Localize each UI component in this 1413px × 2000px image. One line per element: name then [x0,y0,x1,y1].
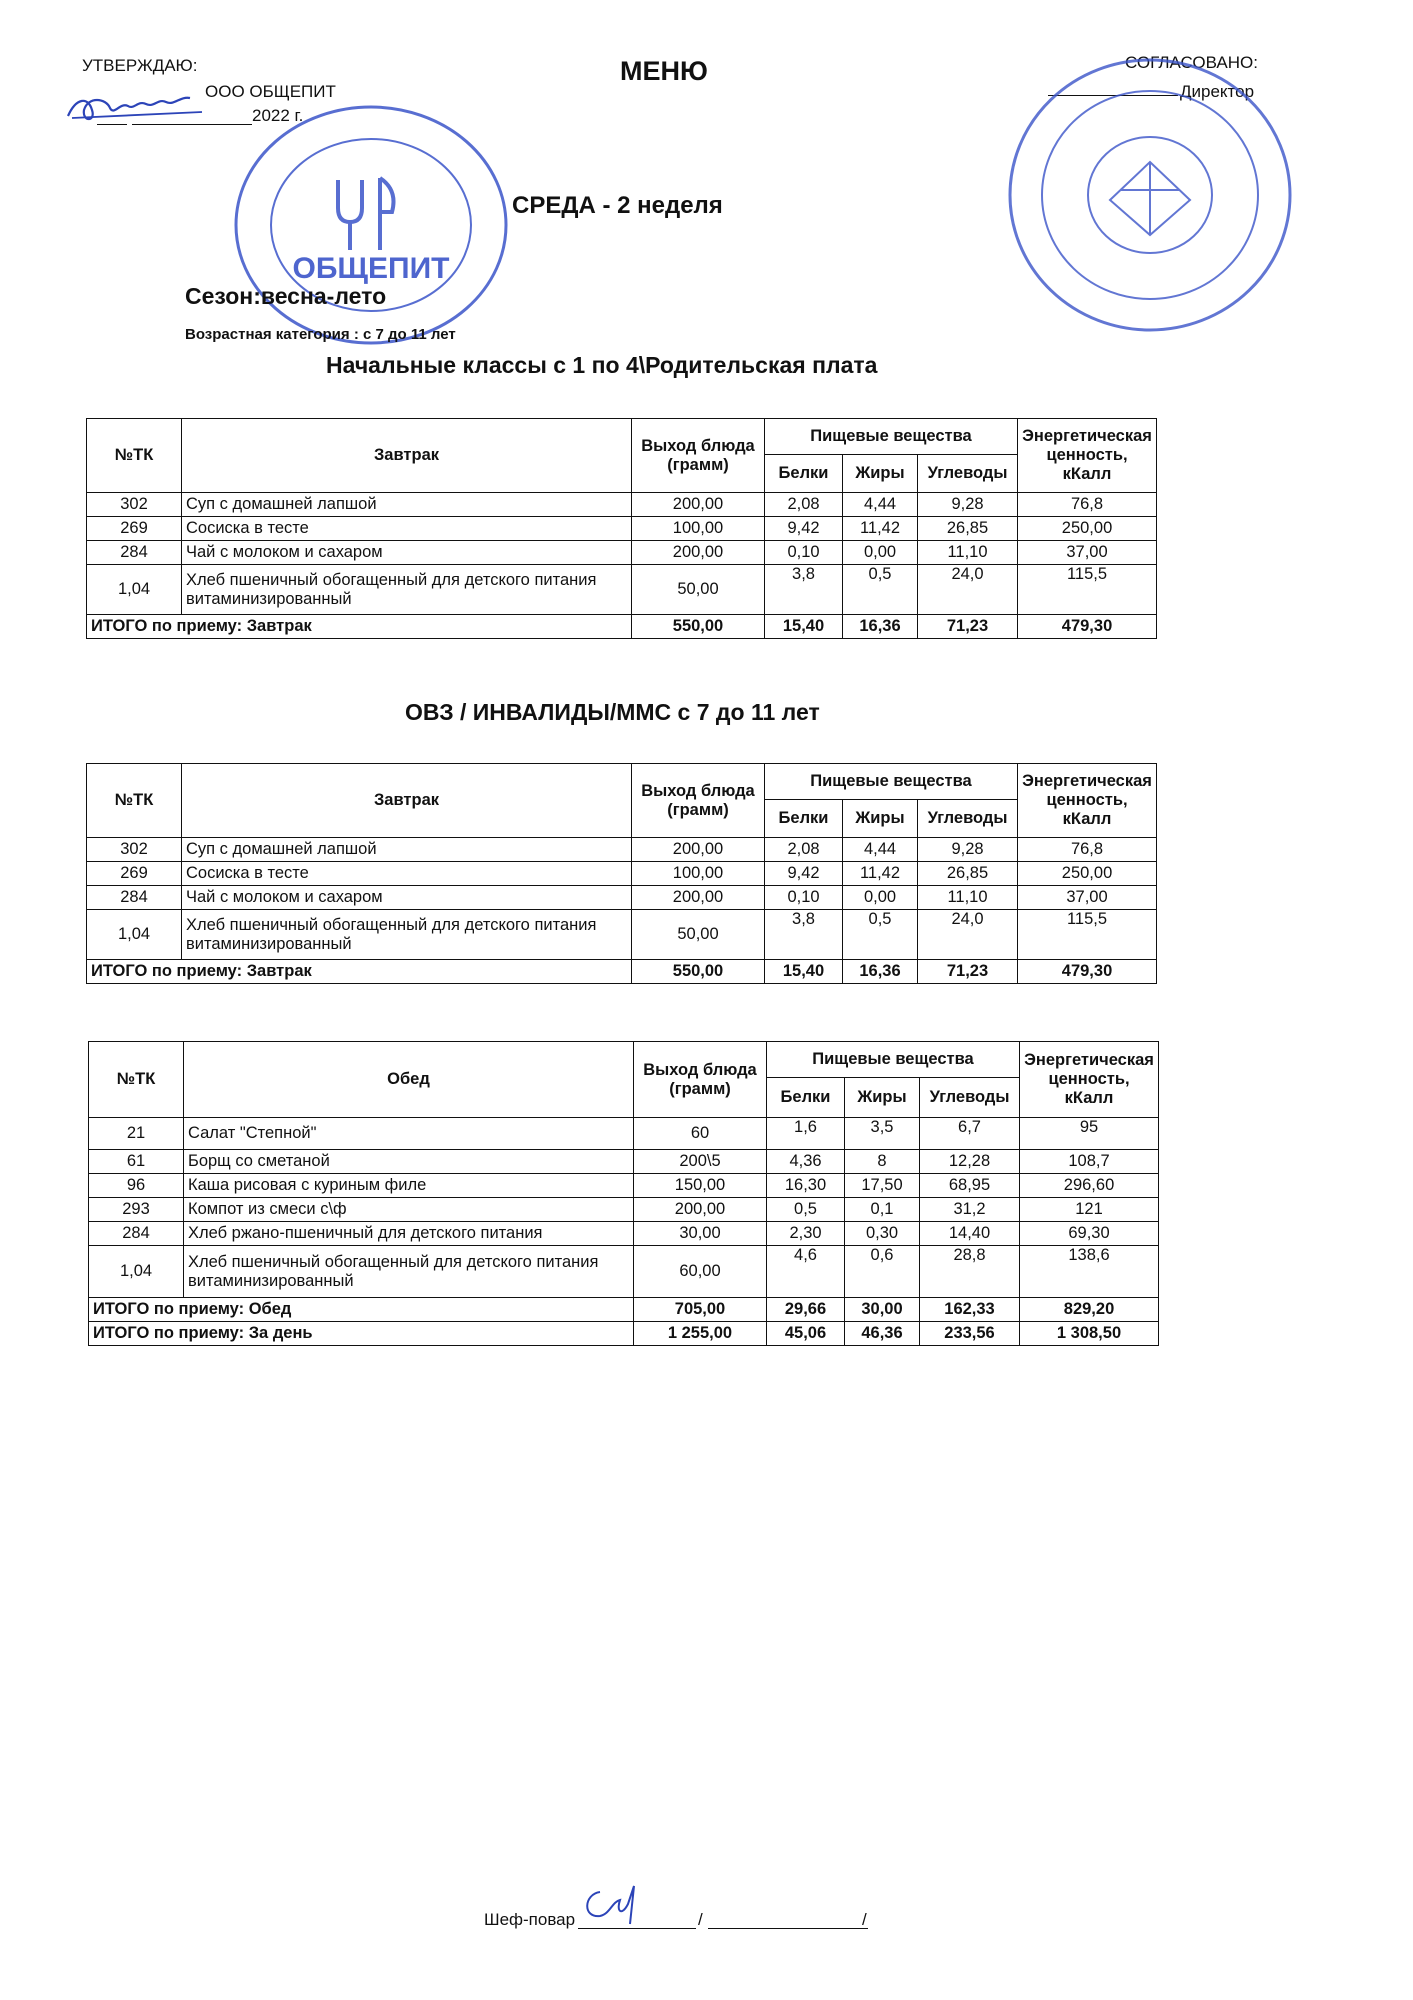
total-row [89,1298,1159,1322]
cell-carbs: 31,2 [920,1198,1020,1222]
cell-name: Салат "Степной" [184,1118,634,1150]
cell-protein: 3,8 [765,565,843,615]
total-protein: 29,66 [767,1298,845,1322]
breakfast-table-primary [86,418,1157,639]
cell-energy: 115,5 [1018,565,1157,615]
cell-tk: 1,04 [89,1246,184,1298]
chef-signature [570,1872,670,1928]
cell-carbs: 11,10 [918,541,1018,565]
col-carbs: Углеводы [918,800,1018,838]
cell-energy: 37,00 [1018,886,1157,910]
agreed-label: СОГЛАСОВАНО: [1125,53,1258,72]
cell-energy: 138,6 [1020,1246,1159,1298]
cell-energy: 69,30 [1020,1222,1159,1246]
cell-energy: 121 [1020,1198,1159,1222]
cell-tk: 1,04 [87,565,182,615]
cell-energy: 296,60 [1020,1174,1159,1198]
cell-output: 200\5 [634,1150,767,1174]
cell-name: Хлеб пшеничный обогащенный для детского питания витаминизированный [184,1246,634,1298]
cell-protein: 2,08 [765,838,843,862]
day-total-protein: 45,06 [767,1322,845,1346]
cell-tk: 269 [87,862,182,886]
cell-name: Хлеб ржано-пшеничный для детского питания [184,1222,634,1246]
col-energy: Энергетическая ценность, кКалл [1020,1042,1159,1118]
cell-fat: 0,5 [843,565,918,615]
col-fat: Жиры [843,455,918,493]
cell-fat: 11,42 [843,862,918,886]
table-row [89,1174,1159,1198]
col-nutrients: Пищевые вещества [765,764,1018,800]
cell-name: Суп с домашней лапшой [182,493,632,517]
total-fat: 30,00 [845,1298,920,1322]
total-label: ИТОГО по приему: Обед [89,1298,634,1322]
cell-output: 100,00 [632,517,765,541]
cell-energy: 37,00 [1018,541,1157,565]
col-carbs: Углеводы [920,1078,1020,1118]
cell-fat: 8 [845,1150,920,1174]
cell-protein: 0,10 [765,541,843,565]
lunch-table [88,1041,1159,1346]
cell-protein: 9,42 [765,862,843,886]
cell-fat: 3,5 [845,1118,920,1150]
table-row [87,886,1157,910]
chef-slash: / [698,1910,703,1929]
meal-title: Завтрак [182,764,632,838]
total-energy: 479,30 [1018,960,1157,984]
day-total-row [89,1322,1159,1346]
cell-output: 60 [634,1118,767,1150]
cell-output: 200,00 [632,493,765,517]
cell-protein: 0,10 [765,886,843,910]
cell-output: 50,00 [632,565,765,615]
col-energy: Энергетическая ценность, кКалл [1018,419,1157,493]
cell-output: 200,00 [634,1198,767,1222]
cell-tk: 284 [87,541,182,565]
col-fat: Жиры [845,1078,920,1118]
cell-carbs: 28,8 [920,1246,1020,1298]
cell-fat: 0,6 [845,1246,920,1298]
school-stamp [1000,50,1300,340]
cell-fat: 0,00 [843,541,918,565]
cell-name: Сосиска в тесте [182,862,632,886]
total-output: 550,00 [632,615,765,639]
director-label: Директор [1180,82,1255,101]
cell-output: 150,00 [634,1174,767,1198]
cell-protein: 3,8 [765,910,843,960]
table-row [87,565,1157,615]
cell-name: Суп с домашней лапшой [182,838,632,862]
col-output: Выход блюда (грамм) [632,764,765,838]
total-carbs: 71,23 [918,960,1018,984]
col-carbs: Углеводы [918,455,1018,493]
col-tk: №ТК [87,419,182,493]
total-fat: 16,36 [843,615,918,639]
cell-energy: 108,7 [1020,1150,1159,1174]
cell-fat: 17,50 [845,1174,920,1198]
cell-protein: 16,30 [767,1174,845,1198]
cell-fat: 0,30 [845,1222,920,1246]
breakfast-table-ovz [86,763,1157,984]
cell-energy: 250,00 [1018,517,1157,541]
cell-name: Чай с молоком и сахаром [182,886,632,910]
age-category: Возрастная категория : с 7 до 11 лет [185,326,456,343]
chef-name-line [708,1906,868,1929]
cell-carbs: 24,0 [918,565,1018,615]
cell-tk: 96 [89,1174,184,1198]
col-protein: Белки [765,455,843,493]
cell-tk: 269 [87,517,182,541]
col-protein: Белки [765,800,843,838]
day-total-label: ИТОГО по приему: За день [89,1322,634,1346]
cell-tk: 293 [89,1198,184,1222]
svg-text:ОБЩЕПИТ: ОБЩЕПИТ [292,252,450,285]
total-row [87,615,1157,639]
table-row [87,838,1157,862]
total-label: ИТОГО по приему: Завтрак [87,615,632,639]
cell-name: Чай с молоком и сахаром [182,541,632,565]
col-nutrients: Пищевые вещества [767,1042,1020,1078]
cell-tk: 1,04 [87,910,182,960]
cell-output: 100,00 [632,862,765,886]
table-row [87,493,1157,517]
chef-label: Шеф-повар [484,1910,576,1929]
table-row [89,1150,1159,1174]
cell-carbs: 26,85 [918,862,1018,886]
total-protein: 15,40 [765,615,843,639]
cell-tk: 284 [89,1222,184,1246]
cell-energy: 76,8 [1018,838,1157,862]
meal-title: Завтрак [182,419,632,493]
cell-carbs: 26,85 [918,517,1018,541]
total-label: ИТОГО по приему: Завтрак [87,960,632,984]
cell-tk: 61 [89,1150,184,1174]
cell-protein: 1,6 [767,1118,845,1150]
cell-protein: 2,08 [765,493,843,517]
total-carbs: 162,33 [920,1298,1020,1322]
cell-carbs: 11,10 [918,886,1018,910]
day-total-carbs: 233,56 [920,1322,1020,1346]
cell-protein: 2,30 [767,1222,845,1246]
cell-carbs: 68,95 [920,1174,1020,1198]
table-row [87,541,1157,565]
cell-fat: 4,44 [843,493,918,517]
cell-output: 200,00 [632,838,765,862]
total-output: 705,00 [634,1298,767,1322]
day-title: СРЕДА - 2 неделя [512,192,723,219]
cell-energy: 95 [1020,1118,1159,1150]
handwritten-signature [62,86,212,126]
table-row [89,1118,1159,1150]
cell-energy: 76,8 [1018,493,1157,517]
cell-name: Хлеб пшеничный обогащенный для детского питания витаминизированный [182,910,632,960]
cell-energy: 115,5 [1018,910,1157,960]
col-fat: Жиры [843,800,918,838]
table-row [89,1222,1159,1246]
cell-protein: 0,5 [767,1198,845,1222]
chef-slash-end: / [862,1910,867,1929]
company-name: ООО ОБЩЕПИТ [205,82,336,101]
total-protein: 15,40 [765,960,843,984]
table-row [89,1198,1159,1222]
cell-fat: 0,5 [843,910,918,960]
cell-tk: 21 [89,1118,184,1150]
cell-output: 60,00 [634,1246,767,1298]
cell-carbs: 6,7 [920,1118,1020,1150]
col-tk: №ТК [89,1042,184,1118]
cell-energy: 250,00 [1018,862,1157,886]
cell-protein: 4,36 [767,1150,845,1174]
total-carbs: 71,23 [918,615,1018,639]
section-title-ovz: ОВЗ / ИНВАЛИДЫ/ММС с 7 до 11 лет [405,699,820,725]
cell-tk: 302 [87,493,182,517]
total-energy: 479,30 [1018,615,1157,639]
meal-title: Обед [184,1042,634,1118]
col-tk: №ТК [87,764,182,838]
cell-carbs: 9,28 [918,838,1018,862]
approve-label: УТВЕРЖДАЮ: [82,56,198,75]
col-output: Выход блюда (грамм) [634,1042,767,1118]
page-title: МЕНЮ [620,56,708,86]
date-year: 2022 г. [252,106,304,125]
cell-name: Хлеб пшеничный обогащенный для детского питания витаминизированный [182,565,632,615]
cell-name: Каша рисовая с куриным филе [184,1174,634,1198]
cell-name: Борщ со сметаной [184,1150,634,1174]
day-total-fat: 46,36 [845,1322,920,1346]
cell-protein: 4,6 [767,1246,845,1298]
table-row [87,862,1157,886]
company-stamp [226,100,516,350]
cell-fat: 4,44 [843,838,918,862]
cell-carbs: 12,28 [920,1150,1020,1174]
section-title-primary: Начальные классы с 1 по 4\Родительская плата [326,352,878,378]
total-energy: 829,20 [1020,1298,1159,1322]
season-label: Сезон:весна-лето [185,283,387,309]
cell-output: 30,00 [634,1222,767,1246]
cell-output: 200,00 [632,541,765,565]
cell-name: Компот из смеси с\ф [184,1198,634,1222]
cell-tk: 284 [87,886,182,910]
col-energy: Энергетическая ценность, кКалл [1018,764,1157,838]
col-protein: Белки [767,1078,845,1118]
col-output: Выход блюда (грамм) [632,419,765,493]
cell-fat: 11,42 [843,517,918,541]
total-fat: 16,36 [843,960,918,984]
cell-carbs: 9,28 [918,493,1018,517]
table-row [87,910,1157,960]
table-row [87,517,1157,541]
cell-name: Сосиска в тесте [182,517,632,541]
cell-protein: 9,42 [765,517,843,541]
day-total-energy: 1 308,50 [1020,1322,1159,1346]
day-total-output: 1 255,00 [634,1322,767,1346]
cell-carbs: 14,40 [920,1222,1020,1246]
cell-fat: 0,00 [843,886,918,910]
total-row [87,960,1157,984]
cell-fat: 0,1 [845,1198,920,1222]
cell-output: 200,00 [632,886,765,910]
col-nutrients: Пищевые вещества [765,419,1018,455]
cell-output: 50,00 [632,910,765,960]
total-output: 550,00 [632,960,765,984]
cell-tk: 302 [87,838,182,862]
table-row [89,1246,1159,1298]
cell-carbs: 24,0 [918,910,1018,960]
